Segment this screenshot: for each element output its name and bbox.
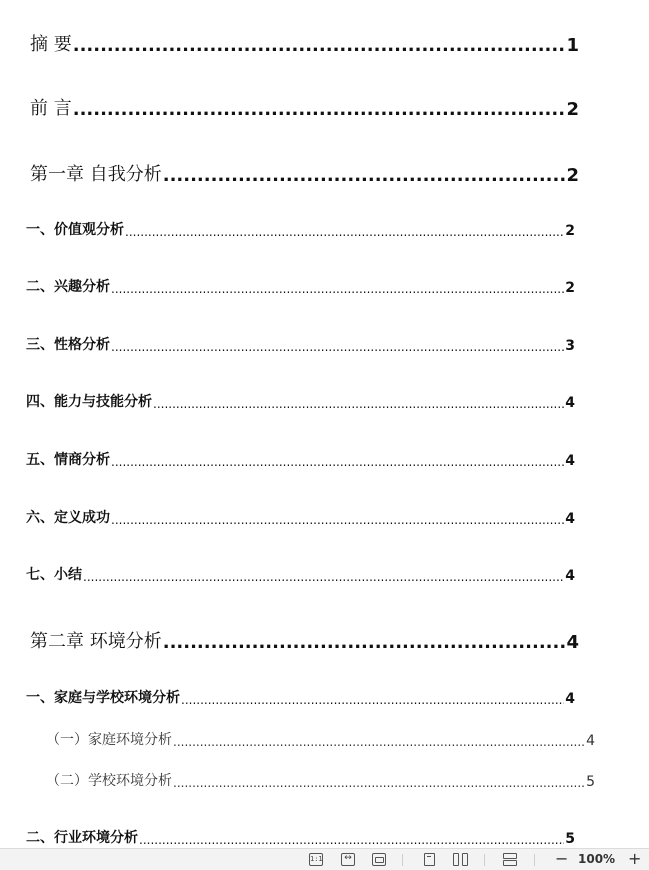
toc-entry[interactable] (0, 627, 579, 653)
status-bar (0, 848, 649, 870)
toc-entry[interactable] (0, 449, 575, 469)
toc-entry[interactable] (0, 276, 575, 296)
toc-entry-label: 一、家庭与学校环境分析 (26, 690, 180, 706)
toc-entry-label: 七、小结 (26, 567, 82, 583)
toolbar-divider (402, 854, 403, 866)
toc-leader-dots (111, 340, 564, 354)
toc-entry-page: 2 (565, 223, 575, 239)
toc-entry-page: 4 (586, 733, 595, 749)
toc-entry-page: 5 (586, 774, 595, 790)
continuous-scroll-icon[interactable] (503, 853, 517, 866)
toc-entry-page: 4 (565, 691, 575, 707)
toc-entry-page: 4 (566, 632, 579, 653)
fit-width-icon[interactable]: ↔ (341, 853, 355, 866)
toc-entry[interactable] (0, 334, 575, 354)
toc-leader-dots (83, 570, 564, 584)
toc-leader-dots (139, 833, 564, 847)
fit-page-icon[interactable] (372, 853, 386, 866)
toc-leader-dots (111, 455, 564, 469)
toc-leader-dots (163, 632, 566, 653)
toc-entry[interactable] (0, 687, 575, 707)
toc-entry[interactable] (0, 729, 595, 749)
toolbar-divider (534, 854, 535, 866)
toc-entry[interactable] (0, 391, 575, 411)
toc-leader-dots (125, 225, 564, 239)
toc-entry[interactable] (0, 160, 579, 186)
toc-entry-label: 前 言 (30, 98, 72, 119)
double-page-view-icon[interactable] (453, 853, 467, 866)
toc-entry-page: 3 (565, 338, 575, 354)
toc-entry-label: 四、能力与技能分析 (26, 394, 152, 410)
toc-entry-label: （一）家庭环境分析 (46, 732, 172, 748)
toc-entry-page: 4 (565, 568, 575, 584)
zoom-out-button[interactable]: − (555, 849, 569, 868)
toc-entry-page: 4 (565, 395, 575, 411)
toc-entry-page: 2 (566, 165, 579, 186)
zoom-level-readout[interactable]: 100% (578, 852, 616, 866)
toc-leader-dots (111, 513, 564, 527)
toc-entry-label: 第一章 自我分析 (30, 164, 162, 185)
toc-entry[interactable] (0, 219, 575, 239)
toc-leader-dots (73, 35, 566, 56)
toc-entry-page: 2 (566, 99, 579, 120)
toolbar-divider (484, 854, 485, 866)
toc-entry-page: 1 (566, 35, 579, 56)
toc-entry-label: 第二章 环境分析 (30, 631, 162, 652)
toc-entry[interactable] (0, 30, 579, 56)
toc-entry[interactable] (0, 94, 579, 120)
single-page-view-icon[interactable] (424, 853, 435, 866)
toc-entry-label: 摘 要 (30, 34, 72, 55)
toc-entry[interactable] (0, 507, 575, 527)
toc-entry-label: 三、性格分析 (26, 337, 110, 353)
zoom-in-button[interactable]: + (628, 849, 642, 868)
toc-entry-page: 5 (565, 831, 575, 847)
toc-leader-dots (163, 165, 566, 186)
toc-entry-label: 六、定义成功 (26, 510, 110, 526)
toc-entry-page: 4 (565, 453, 575, 469)
toc-leader-dots (153, 397, 564, 411)
toc-entry-page: 2 (565, 280, 575, 296)
toc-entry-label: （二）学校环境分析 (46, 773, 172, 789)
toc-entry-label: 二、行业环境分析 (26, 830, 138, 846)
toc-entry-label: 二、兴趣分析 (26, 279, 110, 295)
toc-leader-dots (181, 693, 564, 707)
toc-entry-label: 五、情商分析 (26, 452, 110, 468)
toc-entry[interactable] (0, 827, 575, 847)
toc-leader-dots (173, 735, 585, 749)
toc-leader-dots (173, 776, 585, 790)
toc-entry[interactable] (0, 770, 595, 790)
toc-entry[interactable] (0, 564, 575, 584)
toc-leader-dots (73, 99, 566, 120)
toc-entry-page: 4 (565, 511, 575, 527)
actual-size-icon[interactable]: 1:1 (309, 853, 323, 866)
toc-leader-dots (111, 282, 564, 296)
toc-entry-label: 一、价值观分析 (26, 222, 124, 238)
